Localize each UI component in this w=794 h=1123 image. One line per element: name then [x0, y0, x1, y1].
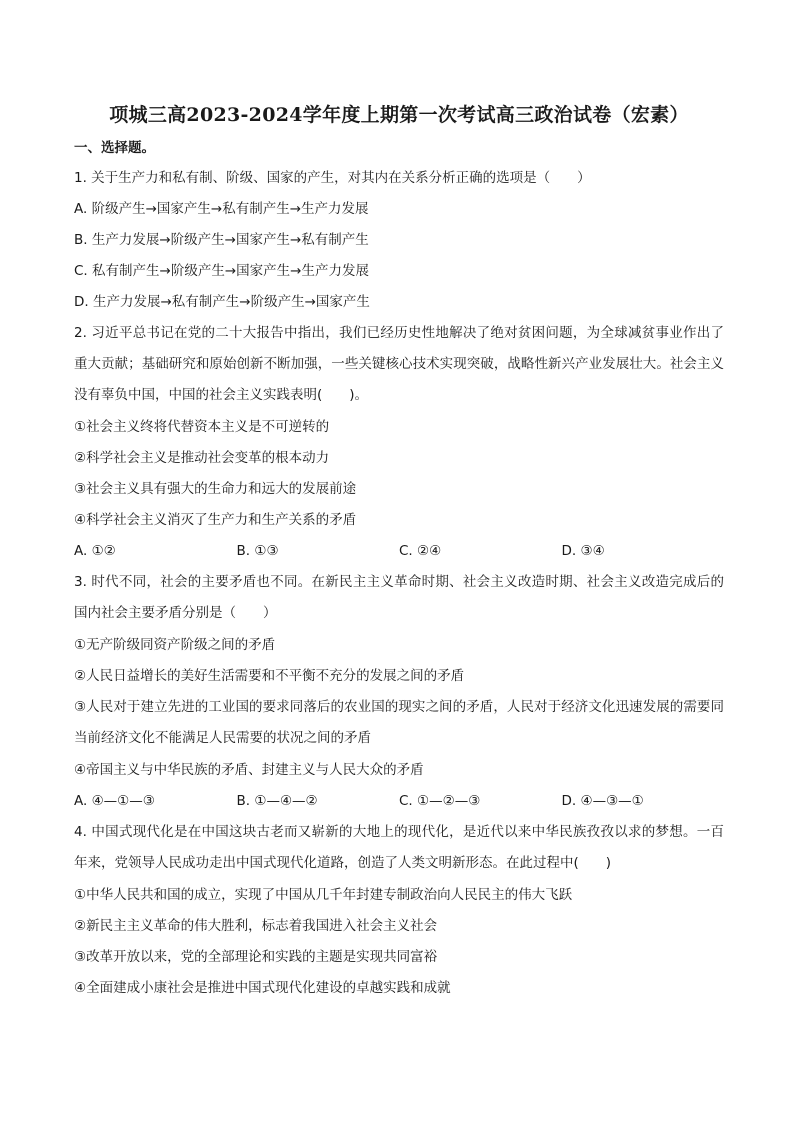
q4-item-1: ①中华人民共和国的成立，实现了中国从几千年封建专制政治向人民民主的伟大飞跃 [74, 887, 573, 903]
q3-option-d: D. ④—③—① [561, 793, 644, 809]
q3-option-b: B. ①—④—② [236, 793, 318, 809]
q2-item-2: ②科学社会主义是推动社会变革的根本动力 [74, 450, 330, 466]
q2-options [74, 542, 724, 560]
q2-item-3: ③社会主义具有强大的生命力和远大的发展前途 [74, 481, 357, 497]
q4-stem: 4. 中国式现代化是在中国这块古老而又崭新的大地上的现代化，是近代以来中华民族孜孜以求的梦想。一百年来，党领导人民成功走出中国式现代化道路，创造了人类文明新形态。在此过程中( ) [74, 824, 724, 871]
q2-option-c: C. ②④ [399, 543, 442, 559]
q4-item-2: ②新民主主义革命的伟大胜利，标志着我国进入社会主义社会 [74, 918, 438, 934]
q3-item-3: ③人民对于建立先进的工业国的要求同落后的农业国的现实之间的矛盾，人民对于经济文化迅速发展的需要同当前经济文化不能满足人民需要的状况之间的矛盾 [74, 699, 724, 746]
section-heading: 一、选择题。 [74, 140, 155, 156]
q2-item-4: ④科学社会主义消灭了生产力和生产关系的矛盾 [74, 512, 357, 528]
q3-options [74, 792, 724, 810]
q1-stem: 1. 关于生产力和私有制、阶级、国家的产生，对其内在关系分析正确的选项是（ ） [74, 170, 591, 186]
q1-option-d: D. 生产力发展→私有制产生→阶级产生→国家产生 [74, 294, 370, 310]
q2-option-b: B. ①③ [236, 543, 279, 559]
q2-stem: 2. 习近平总书记在党的二十大报告中指出，我们已经历史性地解决了绝对贫困问题，为全球减贫事业作出了重大贡献；基础研究和原始创新不断加强，一些关键核心技术实现突破，战略性新兴产业发展壮大。社会主义没有辜负中国，中国的社会主义实践表明( )。 [74, 325, 724, 403]
q3-option-c: C. ①—②—③ [399, 793, 481, 809]
q4-item-3: ③改革开放以来，党的全部理论和实践的主题是实现共同富裕 [74, 949, 438, 965]
q3-item-1: ①无产阶级同资产阶级之间的矛盾 [74, 637, 276, 653]
q3-item-4: ④帝国主义与中华民族的矛盾、封建主义与人民大众的矛盾 [74, 762, 424, 778]
q4-item-4: ④全面建成小康社会是推进中国式现代化建设的卓越实践和成就 [74, 980, 451, 996]
q2-option-a: A. ①② [74, 543, 116, 559]
q1-option-b: B. 生产力发展→阶级产生→国家产生→私有制产生 [74, 232, 369, 248]
exam-title: 项城三高2023-2024学年度上期第一次考试高三政治试卷（宏素） [109, 104, 689, 126]
q3-item-2: ②人民日益增长的美好生活需要和不平衡不充分的发展之间的矛盾 [74, 668, 465, 684]
q1-option-a: A. 阶级产生→国家产生→私有制产生→生产力发展 [74, 201, 369, 217]
q1-option-c: C. 私有制产生→阶级产生→国家产生→生产力发展 [74, 263, 369, 279]
q2-option-d: D. ③④ [561, 543, 605, 559]
q3-stem: 3. 时代不同，社会的主要矛盾也不同。在新民主主义革命时期、社会主义改造时期、社会主义改造完成后的国内社会主要矛盾分别是（ ） [74, 574, 724, 621]
q2-item-1: ①社会主义终将代替资本主义是不可逆转的 [74, 419, 330, 435]
q3-option-a: A. ④—①—③ [74, 793, 155, 809]
